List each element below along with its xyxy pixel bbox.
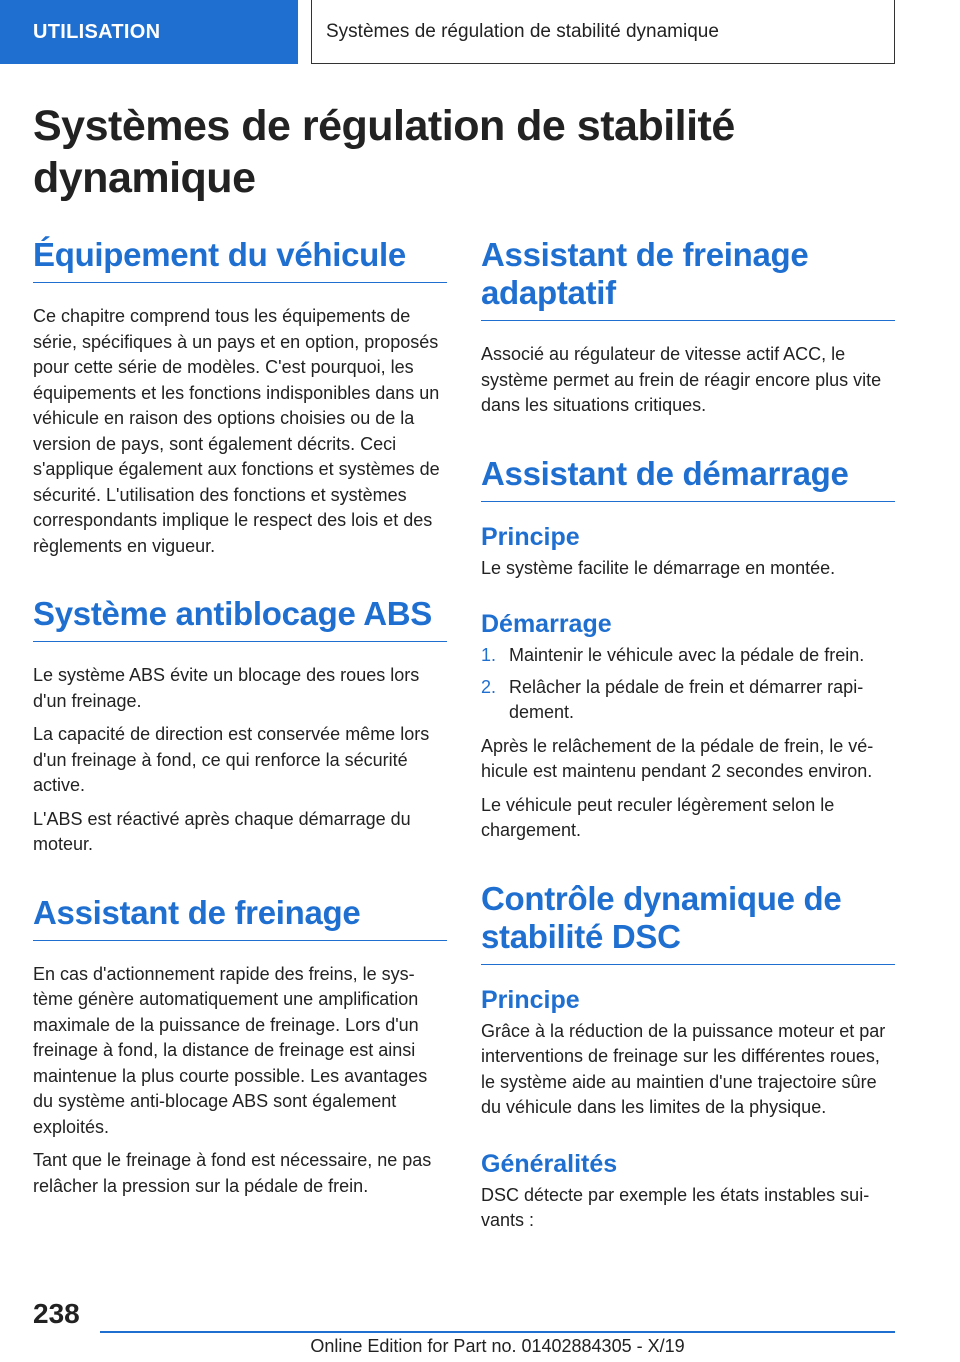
step-text: Relâcher la pédale de frein et démarrer rapidement. — [509, 676, 864, 722]
step-number: 1. — [481, 645, 497, 665]
freinage-text-1: En cas d'actionnement rapide des freins, le système génère automatiquement une amplification maximale de la puissance de freinage. Lors d'un freinage à fond, la distance de freinage est ainsi maintenue la plus courte possible. Les avantages du système anti-blocage ABS sont également exploités. — [33, 963, 428, 1137]
footer-edition: Online Edition for Part no. 01402884305 - X/19 — [310, 1336, 685, 1356]
heading-freinage: Assistant de freinage — [33, 894, 447, 941]
heading-adaptatif-line2: adaptatif — [481, 274, 616, 311]
adaptatif-text: Associé au régulateur de vitesse actif ACC, le système permet au frein de réagir encore plus vite dans les situations critiques. — [481, 344, 882, 415]
list-item — [481, 643, 895, 669]
abs-text-3: L'ABS est réactivé après chaque démarrage du moteur. — [33, 808, 411, 854]
dsc-principe-text: Grâce à la réduction de la puissance moteur et par interventions de freinage sur les différentes roues, le système aide au maintien d'une trajectoire sûre du véhicule dans les limites de la physique. — [481, 1020, 886, 1117]
left-column — [33, 236, 447, 1207]
heading-demarrage: Assistant de démarrage — [481, 455, 895, 502]
abs-text-2: La capacité de direction est conservée même lors d'un freinage à fond, ce qui renforce la sécurité active. — [33, 724, 430, 795]
step-text: Maintenir le véhicule avec la pédale de frein. — [509, 645, 865, 665]
page-title-line1: Systèmes de régulation de stabilité — [33, 102, 735, 150]
section-header — [311, 0, 895, 64]
section-label: Systèmes de régulation de stabilité dynamique — [326, 20, 719, 42]
chapter-tab — [0, 0, 298, 64]
abs-text-1: Le système ABS évite un blocage des roues lors d'un freinage. — [33, 665, 420, 711]
subheading-principe: Principe — [481, 522, 580, 551]
page-title-line2: dynamique — [33, 154, 256, 202]
demarrage-after-text: Après le relâchement de la pédale de frein, le véhicule est maintenu pendant 2 secondes environ. — [481, 735, 874, 781]
heading-adaptatif-line1: Assistant de freinage — [481, 236, 809, 273]
freinage-text-2: Tant que le freinage à fond est nécessaire, ne pas relâcher la pression sur la pédale de frein. — [33, 1150, 432, 1196]
steps-list — [481, 643, 895, 726]
demarrage-last-text: Le véhicule peut reculer légèrement selon le chargement. — [481, 794, 835, 840]
equipement-text: Ce chapitre comprend tous les équipements de série, spécifiques à un pays et en option, proposés pour cette série de modèles. C'est pourquoi, les équipements et les fonctions indisponibles dans un véhicule en raison des options choisies ou de la version de pays, sont également décrits. Ceci s'applique également aux fonctions et systèmes de sécurité. L'utilisation des fonctions et systèmes correspondants implique le respect des lois et des règlements en vigueur. — [33, 306, 440, 556]
step-number: 2. — [481, 676, 497, 697]
page-number: 238 — [33, 1298, 80, 1329]
footer-rule — [100, 1331, 895, 1333]
subheading-demarrage: Démarrage — [481, 610, 612, 638]
subheading-dsc-principe: Principe — [481, 985, 580, 1014]
heading-abs: Système antiblocage ABS — [33, 595, 447, 642]
heading-freinage-adaptatif — [481, 236, 895, 321]
heading-dsc-line2: stabilité DSC — [481, 917, 681, 955]
right-column — [481, 236, 895, 1242]
list-item — [481, 675, 895, 726]
chapter-label: UTILISATION — [33, 20, 161, 43]
heading-dsc-line1: Contrôle dynamique de — [481, 879, 842, 917]
heading-equipement: Équipement du véhicule — [33, 236, 447, 283]
heading-dsc — [481, 880, 895, 965]
principe-text: Le système facilite le démarrage en montée. — [481, 557, 836, 578]
subheading-generalites: Généralités — [481, 1149, 618, 1178]
generalites-text: DSC détecte par exemple les états instables suivants : — [481, 1184, 870, 1230]
page-title — [33, 100, 913, 204]
